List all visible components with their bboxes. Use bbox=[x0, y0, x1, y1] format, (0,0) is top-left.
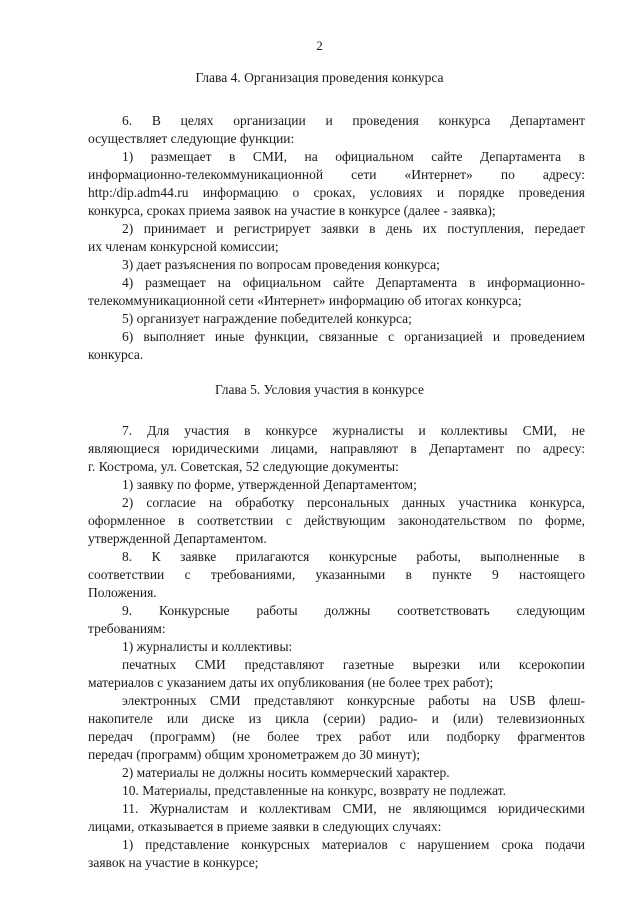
text-line: 2) материалы не должны носить коммерческий характер. bbox=[122, 765, 450, 780]
text-line: 1) заявку по форме, утвержденной Департаментом; bbox=[122, 477, 417, 492]
text-line: 10. Материалы, представленные на конкурс, возврату не подлежат. bbox=[122, 783, 506, 798]
text-line: являющиеся юридическими лицами, направляют в Департамент по адресу: bbox=[88, 441, 585, 456]
text-line: 7. Для участия в конкурсе журналисты и коллективы СМИ, не bbox=[122, 423, 585, 438]
chapter-5-heading: Глава 5. Условия участия в конкурсе bbox=[214, 382, 425, 397]
text-line: требованиям: bbox=[88, 621, 166, 636]
text-line: накопителе или диске из цикла (серии) радио- и (или) телевизионных bbox=[88, 711, 585, 726]
text-line: Положения. bbox=[88, 585, 157, 600]
text-line: 9. Конкурсные работы должны соответствовать следующим bbox=[122, 603, 585, 618]
text-line: электронных СМИ представляют конкурсные работы на USB флеш- bbox=[122, 693, 585, 708]
text-line: лицами, отказывается в приеме заявки в следующих случаях: bbox=[88, 819, 442, 834]
text-line: 2) согласие на обработку персональных данных участника конкурса, bbox=[122, 495, 585, 510]
text-line: передач (программ) общим хронометражем до 30 минут); bbox=[88, 747, 421, 762]
text-line: заявок на участие в конкурсе; bbox=[88, 855, 259, 870]
text-line: утвержденной Департаментом. bbox=[88, 531, 267, 546]
text-line: 8. К заявке прилагаются конкурсные работы, выполненные в bbox=[122, 549, 585, 564]
text-line: 2) принимает и регистрирует заявки в день их поступления, передает bbox=[122, 221, 585, 236]
text-line: материалов с указанием даты их опубликования (не более трех работ); bbox=[88, 675, 494, 690]
text-line: информационно-телекоммуникационной сети «Интернет» по адресу: bbox=[88, 167, 585, 182]
text-line: телекоммуникационной сети «Интернет» информацию об итогах конкурса; bbox=[88, 293, 522, 308]
text-line: http:/dip.adm44.ru информацию о сроках, условиях и порядке проведения bbox=[88, 185, 585, 200]
text-line: 4) размещает на официальном сайте Департамента в информационно- bbox=[122, 275, 585, 290]
text-line: осуществляет следующие функции: bbox=[88, 131, 295, 146]
text-line: конкурса. bbox=[88, 347, 144, 362]
chapter-4-heading: Глава 4. Организация проведения конкурса bbox=[195, 70, 444, 85]
text-line: 6) выполняет иные функции, связанные с организацией и проведением bbox=[122, 329, 585, 344]
text-line: соответствии с требованиями, указанными в пункте 9 настоящего bbox=[88, 567, 585, 582]
text-line: 3) дает разъяснения по вопросам проведения конкурса; bbox=[122, 257, 440, 272]
text-line: 1) размещает в СМИ, на официальном сайте Департамента в bbox=[122, 149, 585, 164]
text-line: конкурса, сроках приема заявок на участие в конкурсе (далее - заявка); bbox=[88, 203, 496, 218]
text-line: 11. Журналистам и коллективам СМИ, не являющимся юридическими bbox=[122, 801, 585, 816]
text-line: г. Кострома, ул. Советская, 52 следующие документы: bbox=[88, 459, 399, 474]
text-line: 5) организует награждение победителей конкурса; bbox=[122, 311, 412, 326]
text-line: 1) представление конкурсных материалов с нарушением срока подачи bbox=[122, 837, 585, 852]
text-line: 1) журналисты и коллективы: bbox=[122, 639, 293, 654]
text-line: передач (программ) (не более трех работ или подборку фрагментов bbox=[88, 729, 585, 744]
text-line: их членам конкурсной комиссии; bbox=[88, 239, 279, 254]
page-number: 2 bbox=[316, 38, 323, 53]
text-line: печатных СМИ представляют газетные вырезки или ксерокопии bbox=[122, 657, 585, 672]
text-line: оформленное в соответствии с действующим законодательством по форме, bbox=[88, 513, 585, 528]
text-line: 6. В целях организации и проведения конкурса Департамент bbox=[122, 113, 585, 128]
